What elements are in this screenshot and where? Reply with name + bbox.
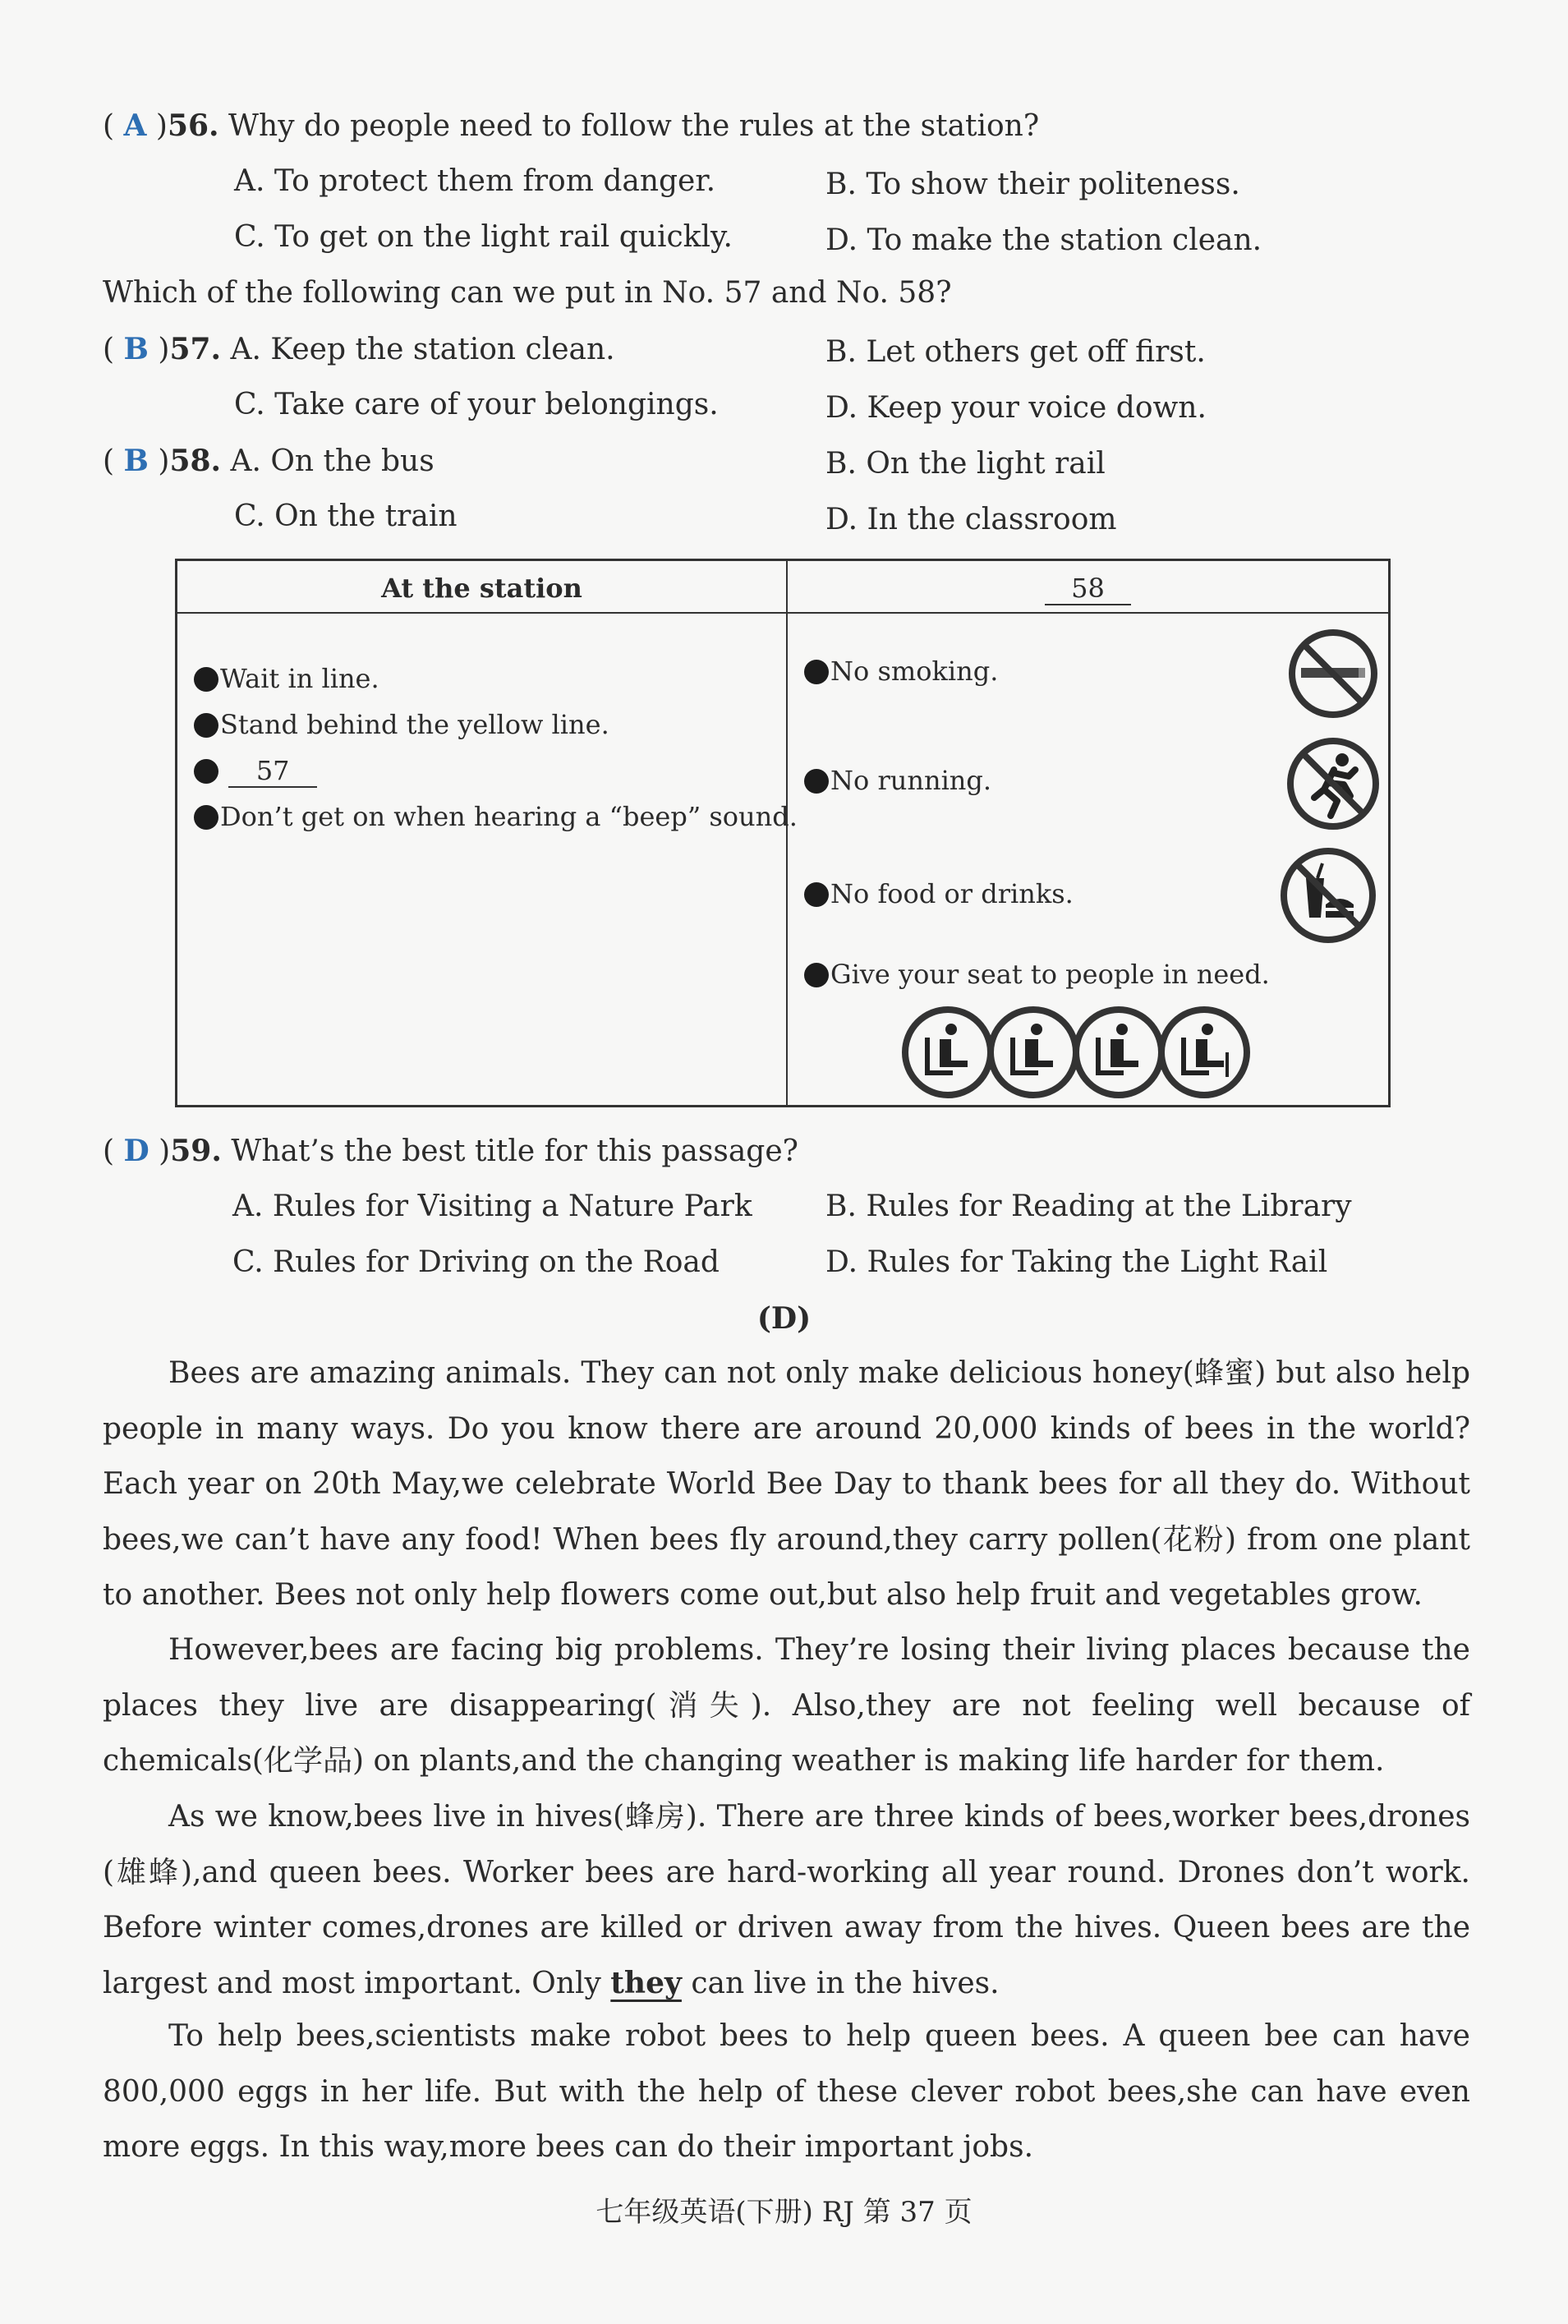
bullet-icon — [804, 963, 829, 987]
option-57-c: C. Take care of your belongings. — [234, 388, 719, 421]
sign-item — [804, 878, 1074, 909]
rule-text: Wait in line. — [220, 663, 379, 694]
rule-item — [194, 709, 609, 740]
bullet-icon — [194, 667, 218, 692]
answer-bracket-open: ( — [103, 109, 115, 143]
option-56-a: A. To protect them from danger. — [234, 164, 716, 198]
question-number-58: 58. — [169, 444, 222, 478]
answer-59: D — [123, 1134, 149, 1168]
paragraph-1 — [103, 1346, 1470, 1623]
rule-item-blank-57 — [194, 755, 317, 788]
table-header-left: At the station — [381, 573, 582, 604]
sign-item — [804, 656, 998, 687]
bullet-icon — [804, 660, 829, 684]
rule-text: Stand behind the yellow line. — [220, 709, 609, 740]
answer-bracket-close: ) — [159, 1134, 171, 1168]
answer-58: B — [123, 444, 149, 478]
answer-57: B — [123, 332, 149, 366]
rule-item — [194, 801, 798, 832]
option-59-d: D. Rules for Taking the Light Rail — [825, 1245, 1328, 1279]
option-58-d: D. In the classroom — [825, 503, 1117, 536]
option-59-c: C. Rules for Driving on the Road — [232, 1245, 720, 1279]
option-58-b: B. On the light rail — [825, 447, 1106, 481]
answer-bracket-open: ( — [103, 333, 115, 366]
bullet-icon — [194, 759, 218, 784]
section-heading: (D) — [756, 1301, 812, 1336]
table-divider-horizontal — [177, 612, 1388, 614]
no-running-icon — [1285, 735, 1382, 832]
answer-bracket-close: ) — [158, 444, 170, 478]
question-number-59: 59. — [170, 1134, 222, 1168]
priority-seat-icon — [900, 1005, 1286, 1100]
question-text-59: What’s the best title for this passage? — [231, 1134, 798, 1168]
question-58 — [103, 444, 435, 478]
answer-bracket-open: ( — [103, 1134, 115, 1168]
bullet-icon — [194, 713, 218, 738]
option-56-b: B. To show their politeness. — [825, 168, 1240, 201]
sign-text: No running. — [830, 765, 992, 796]
sign-item — [804, 959, 1270, 990]
table-divider-vertical — [786, 561, 788, 1105]
option-56-c: C. To get on the light rail quickly. — [234, 220, 733, 254]
paragraph-2 — [103, 1622, 1470, 1789]
option-58-c: C. On the train — [234, 499, 458, 533]
answer-bracket-close: ) — [158, 333, 170, 366]
bullet-icon — [804, 769, 829, 794]
option-59-a: A. Rules for Visiting a Nature Park — [232, 1190, 752, 1223]
answer-bracket-open: ( — [103, 444, 115, 478]
question-number-56: 56. — [167, 108, 219, 143]
question-59 — [103, 1134, 798, 1168]
option-56-d: D. To make the station clean. — [825, 223, 1262, 257]
paragraph-text: As we know,bees live in hives(蜂房). There are three kinds of bees,worker bees,drones (雄蜂),and queen bees. Worker bees are hard-working all year round. Drones don’t work. Before winter comes,drones are killed or driven away from the hives. Queen bees are the largest and most important. Only — [103, 1800, 1470, 2000]
paragraph-text: However,bees are facing big problems. They’re losing their living places because the places they live are disappearing(消失). Also,they are not feeling well because of chemicals(化学品) on plants,and the changing weather is making life harder for them. — [103, 1633, 1470, 1778]
station-rules-table — [175, 559, 1391, 1107]
sign-item — [804, 765, 991, 796]
option-57-d: D. Keep your voice down. — [825, 391, 1207, 425]
question-number-57: 57. — [169, 332, 222, 366]
sign-text: No food or drinks. — [830, 878, 1074, 909]
bullet-icon — [194, 805, 218, 830]
paragraph-3 — [103, 1789, 1470, 2011]
paragraph-text: can live in the hives. — [681, 1966, 1000, 2000]
answer-bracket-close: ) — [155, 109, 168, 143]
option-57-a: A. Keep the station clean. — [230, 333, 615, 366]
rule-item — [194, 663, 379, 694]
paragraph-text: Bees are amazing animals. They can not only make delicious honey(蜂蜜) but also help people in many ways. Do you know there are around 20,000 kinds of bees in the world? Each year on 20th May,we celebrate World Bee Day to thank bees for all they do. Without bees,we can’t have any food! When bees fly around,they carry pollen(花粉) from one plant to another. Bees not only help flowers come out,but also help fruit and vegetables grow. — [103, 1356, 1470, 1612]
question-56 — [103, 108, 1039, 143]
no-smoking-icon — [1286, 627, 1380, 720]
underlined-word: they — [610, 1965, 682, 2000]
option-57-b: B. Let others get off first. — [825, 335, 1206, 369]
table-header-right — [788, 573, 1388, 605]
page-footer: 七年级英语(下册) RJ 第 37 页 — [595, 2196, 973, 2229]
no-food-drink-icon — [1278, 845, 1378, 946]
paragraph-text: To help bees,scientists make robot bees to help queen bees. A queen bee can have 800,000 eggs in her life. But with the help of these clever robot bees,she can have even more eggs. In this way,more bees can do their important jobs. — [103, 2019, 1470, 2164]
rule-text: Don’t get on when hearing a “beep” sound. — [220, 801, 798, 832]
instruction-57-58: Which of the following can we put in No. 57 and No. 58? — [103, 276, 952, 310]
bullet-icon — [804, 882, 829, 907]
question-57 — [103, 332, 615, 366]
answer-56: A — [123, 108, 147, 143]
sign-text: No smoking. — [830, 656, 999, 687]
question-text-56: Why do people need to follow the rules at the station? — [228, 109, 1040, 143]
option-59-b: B. Rules for Reading at the Library — [825, 1190, 1352, 1223]
paragraph-4 — [103, 2009, 1470, 2175]
option-58-a: A. On the bus — [230, 444, 435, 478]
blank-58: 58 — [1045, 573, 1131, 605]
blank-57: 57 — [228, 755, 317, 788]
sign-text: Give your seat to people in need. — [830, 959, 1270, 990]
